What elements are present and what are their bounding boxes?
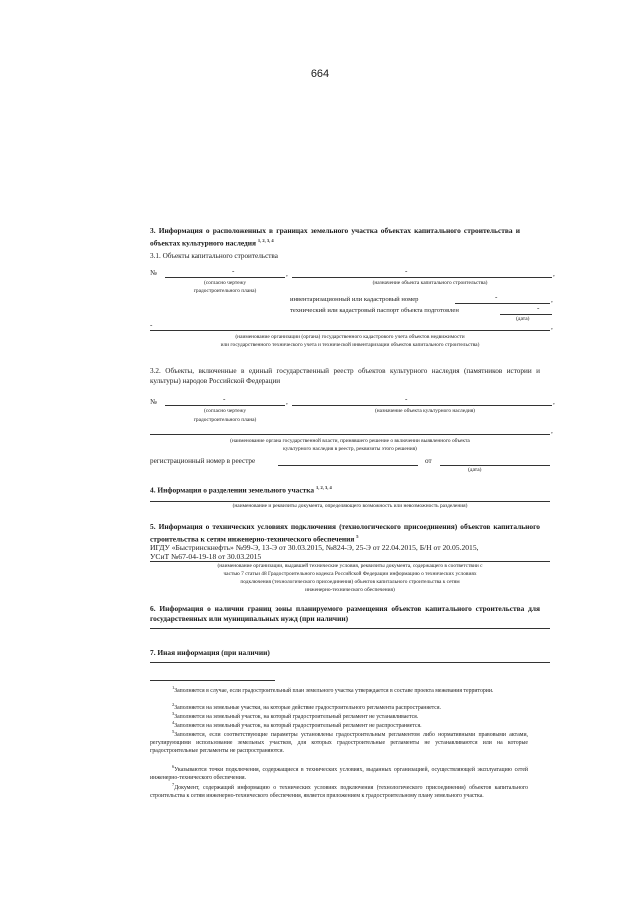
- footnote-7: $^7$Документ, содержащий информацию о технических условиях подключения (технологического присоединения) объектов капитального строительства к сетям инженерно-технического обеспечения, является приложением к градостроительному плану земельного участка.: [150, 782, 528, 799]
- org-caption: (наименование организации (органа) государственного кадастрового учета объектов недвижимости: [235, 334, 465, 340]
- comma: ,: [551, 296, 553, 304]
- dash: -: [495, 293, 498, 301]
- by-drawing-caption: (согласно чертежу: [203, 408, 247, 414]
- section-5-caption-3: подключения (технологического присоединения) объектов капитального строительства к сетям: [240, 579, 460, 585]
- section-4-heading: 4. Информация о разделении земельного участка $^{1, 2, 3, 4}$: [150, 485, 332, 495]
- dash: -: [223, 395, 226, 403]
- authority-caption: (наименование органа государственной власти, принявшего решение о включении выявленного объекта: [230, 438, 470, 444]
- page-number: 664: [310, 68, 330, 80]
- technical-conditions-value-2: УСиТ №67-04-19-18 от 30.03.2015: [150, 552, 262, 561]
- dash: -: [232, 267, 235, 275]
- footnote-3: $^3$Заполняется на земельный участок, на который градостроительный регламент не устанавливается.: [172, 711, 419, 720]
- comma: ,: [551, 427, 553, 435]
- dash: -: [537, 304, 540, 312]
- by-drawing-caption-2: градостроительного плана): [193, 417, 257, 423]
- technical-conditions-value: ИГДУ «Быстринскнефть» №99-Э, 13-Э от 30.03.2015, №824-Э, 25-Э от 22.04.2015, Б/Н от 20.05.2015,: [150, 543, 479, 552]
- footnote-5: $^5$Заполняется, если соответствующие параметры установлены градостроительным регламентом либо нормативными правовыми актами, регулирующими использование земельных участков, для которых градостроительные регламенты не устанавливаются или на которые градостроительные регламенты не распространяются.: [150, 729, 528, 754]
- section-3-1-title: 3.1. Объекты капитального строительства: [150, 252, 278, 260]
- number-sign: №: [150, 269, 157, 277]
- comma: ,: [286, 398, 288, 406]
- by-drawing-caption: (согласно чертежу: [203, 280, 247, 286]
- footnote-2: $^2$Заполняется на земельные участки, на которые действие градостроительного регламента распространяется.: [172, 702, 441, 711]
- footnote-1: $^1$Заполняется в случае, если градостроительный план земельного участка утверждается в составе проекта межевания территории.: [172, 685, 494, 694]
- org-caption-2: или государственного технического учета и технической инвентаризации объектов капитального строительства): [220, 342, 480, 348]
- comma: ,: [551, 323, 553, 331]
- cultural-object-caption: (назначение объекта культурного наследия): [375, 408, 475, 414]
- section-5-caption-4: инженерно-технического обеспечения): [305, 587, 395, 593]
- section-5-caption: (наименование организации, выдавшей технические условия, реквизиты документа, содержащего в соответствии с: [217, 563, 483, 569]
- section-6-heading: 6. Информация о наличии границ зоны планируемого размещения объектов капитального строительства для государственных или муниципальных нужд (при наличии): [150, 604, 540, 623]
- authority-caption-2: культурного наследия в реестр, реквизиты этого решения): [283, 446, 417, 452]
- from-label: от: [425, 457, 432, 465]
- section-5-caption-2: частью 7 статьи 48 Градостроительного кодекса Российской Федерации информацию о технических условиях: [223, 571, 477, 577]
- section-5-heading: 5. Информация о технических условиях подключения (технологического присоединения) объектов капитального строительства к сетям инженерно-технического обеспечения $^5$: [150, 522, 540, 544]
- section-3-heading: 3. Информация о расположенных в границах земельного участка объектах капитального строительства и объектах культурного наследия $^{1, 2, 3, 4}$: [150, 226, 520, 248]
- by-drawing-caption-2: градостроительного плана): [193, 288, 257, 294]
- comma: ,: [553, 398, 555, 406]
- comma: ,: [286, 270, 288, 278]
- inventory-number-label: инвентаризационный или кадастровый номер: [290, 296, 419, 303]
- footnote-6: $^6$Указываются точки подключения, содержащиеся в технических условиях, выданных организацией, осуществляющей эксплуатацию сетей инженерно-технического обеспечения.: [150, 764, 528, 781]
- object-purpose-caption: (назначение объекта капитального строительства): [372, 280, 488, 286]
- tech-passport-label: технический или кадастровый паспорт объекта подготовлен: [290, 307, 459, 314]
- dash: -: [405, 395, 408, 403]
- section-7-heading: 7. Иная информация (при наличии): [150, 648, 270, 657]
- section-4-caption: (наименование и реквизиты документа, определяющего возможность или невозможность разделения): [232, 503, 468, 509]
- registration-number-label: регистрационный номер в реестре: [150, 457, 256, 465]
- comma: ,: [553, 270, 555, 278]
- section-3-2-title: 3.2. Объекты, включенные в единый государственный реестр объектов культурного наследия (памятников истории и культуры) народов Российской Федерации: [150, 367, 540, 385]
- date-caption: (дата): [468, 467, 482, 473]
- number-sign: №: [150, 398, 157, 406]
- dash: -: [405, 267, 408, 275]
- dash: -: [150, 321, 153, 329]
- date-caption: (дата): [516, 316, 530, 322]
- footnote-4: $^4$Заполняется на земельный участок, на который градостроительный регламент не распространяется.: [172, 720, 422, 729]
